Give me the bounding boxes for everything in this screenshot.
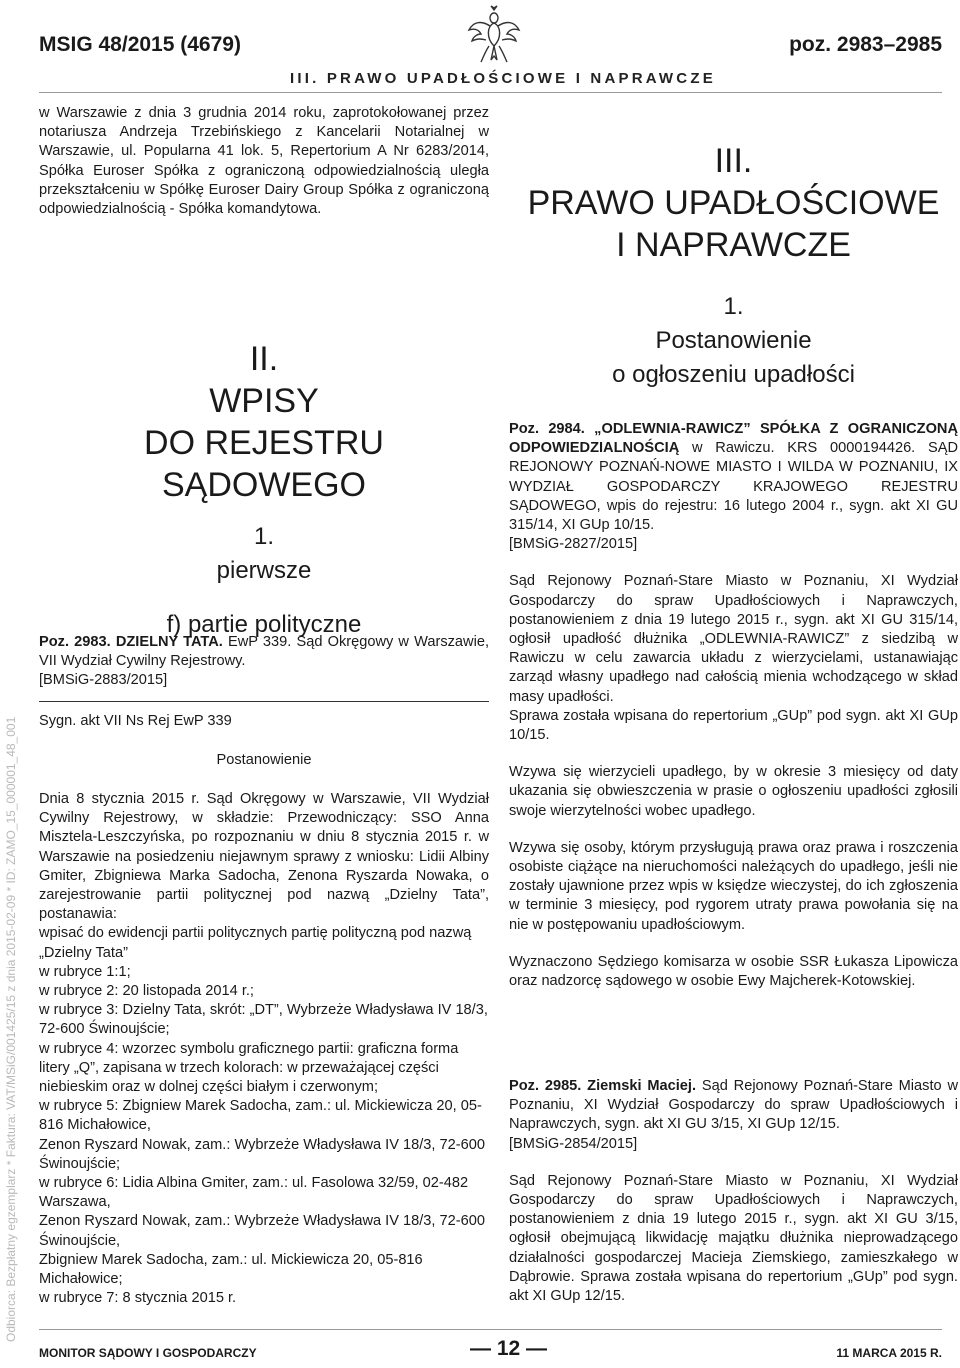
entry-2985-decision: Sąd Rejonowy Poznań-Stare Miasto w Poznaniu, XI Wydział Gospodarczy do spraw Upadłościowych i Naprawczych, postanowieniem z dnia 19 lutego 2015 r., sygn. akt XI GU 3/15, ogłosił obejmującą likwidację majątku dłużnika nieprowadzącego działalności gospodarczej Macieja Ziemskiego, zamieszkałego w Dąbrowie. Sprawa została wpisana do repertorium „GUp” pod sygn. akt XI GUp 12/15. — [509, 1172, 958, 1305]
entry-2984-appointment: Wyznaczono Sędziego komisarza w osobie SSR Łukasza Lipowicza oraz nadzorcę sądowego w osobie Ewy Majcherek-Kotowskiej. — [509, 953, 958, 990]
entry-2984-creditors-call: Wzywa się wierzycieli upadłego, by w okresie 3 miesięcy od daty ukazania się obwieszczenia w prasie o ogłoszeniu upadłości zgłosili swoje wierzytelności wobec upadłego. — [509, 764, 958, 819]
entry-2984-court: w Rawiczu. KRS 0000194426. SĄD REJONOWY POZNAŃ-NOWE MIASTO I WILDA W POZNANIU, IX WYDZIAŁ GOSPODARCZY KRAJOWEGO REJESTRU SĄDOWEGO, wpis do rejestru: 16 lutego 2004 r., sygn. akt XI GU 315/14, XI GUp 10/15. — [509, 440, 958, 534]
registry-item: Zenon Ryszard Nowak, zam.: Wybrzeże Władysława IV 18/3, 72-600 Świnoujście; — [39, 1136, 485, 1172]
subsection-title: pierwsze — [216, 557, 312, 584]
registry-item: w rubryce 1:1; — [39, 963, 131, 980]
registry-item: w rubryce 2: 20 listopada 2014 r.; — [39, 983, 254, 1000]
right-section — [509, 140, 958, 390]
section-title-line-1: WPISY — [209, 382, 319, 420]
entry-2985 — [509, 1077, 958, 1306]
subsection-number: 1. — [723, 293, 744, 320]
section-title-line-1: PRAWO UPADŁOŚCIOWE — [527, 184, 940, 222]
section-title-line-2: I NAPRAWCZE — [616, 226, 851, 264]
entry-2984-decision: Sąd Rejonowy Poznań-Stare Miasto w Poznaniu, XI Wydział Gospodarczy do spraw Upadłościowych i Naprawczych, postanowieniem z dnia 19 lutego 2015 r., sygn. akt XI GU 315/14, ogłosił upadłość dłużnika „ODLEWNIA-RAWICZ” z siedzibą w Rawiczu w celu zawarcia układu z wierzycielami, ustanawiając zarząd własny upadłego nad całością mienia wchodzącego w skład masy upadłości. — [509, 573, 958, 705]
entry-2984-pos: Poz. 2984. — [509, 421, 585, 437]
registry-list — [39, 924, 489, 1308]
decision-body: Dnia 8 stycznia 2015 r. Sąd Okręgowy w Warszawie, VII Wydział Cywilny Rejestrowy, w składzie: Przewodniczący: SSO Anna Misztela-Leszczyńska, po rozpoznaniu w dniu 8 stycznia 2015 r. w Warszawie na posiedzeniu niejawnym sprawy z wniosku: Lidii Albiny Gmiter, Zbigniewa Marka Sadocha, Zenona Ryszarda Nowaka, o zarejestrowanie partii politycznej pod nazwą „Dzielny Tata”, postanawia: — [39, 791, 489, 923]
registry-item: w rubryce 7: 8 stycznia 2015 r. — [39, 1290, 237, 1307]
issue-number: MSIG 48/2015 (4679) — [39, 33, 241, 56]
publication-date: 11 MARCA 2015 R. — [836, 1346, 942, 1360]
registry-item: w rubryce 3: Dzielny Tata, skrót: „DT”, Wybrzeże Władysława IV 18/3, 72-600 Świnoujście; — [39, 1002, 488, 1038]
entry-2984-rights-call: Wzywa się osoby, którym przysługują prawa oraz prawa i roszczenia osobiste ciążące na nieruchomości należących do upadłego, jeśli nie zostały ujawnione przez wpis w księdze wieczystej, do ich zgłoszenia w terminie 3 miesięcy, pod rygorem utraty prawa powołania się na nie w postępowaniu upadłościowym. — [509, 839, 958, 933]
section-title-line-2: DO REJESTRU SĄDOWEGO — [144, 424, 384, 504]
entry-divider — [39, 701, 489, 702]
positions-range: poz. 2983–2985 — [789, 33, 942, 56]
subsubsection-title: f) partie polityczne — [166, 611, 362, 638]
entry-2985-court: Sąd Rejonowy Poznań-Stare Miasto w Poznaniu, XI Wydział Gospodarczy do spraw Upadłościowych i Naprawczych, sygn. akt XI GU 3/15, XI GUp 12/15. — [509, 1078, 958, 1133]
entry-2983-ref: [BMSiG-2883/2015] — [39, 672, 168, 689]
entry-2983-lead: Poz. 2983. DZIELNY TATA. — [39, 634, 223, 650]
registry-item: w rubryce 5: Zbigniew Marek Sadocha, zam.: ul. Mickiewicza 20, 05-816 Michałowice, — [39, 1098, 482, 1134]
left-column — [39, 104, 489, 219]
decision-heading: Postanowienie — [216, 751, 312, 768]
entry-2984-debtor: „ODLEWNIA-RAWICZ” SPÓŁKA Z OGRANICZONĄ ODPOWIEDZIALNOŚCIĄ — [509, 421, 959, 457]
eagle-emblem-icon — [467, 4, 521, 66]
header-rule — [39, 92, 942, 93]
registry-item: w rubryce 4: wzorzec symbolu graficznego partii: graficzna forma litery „Q”, zapisana w trzech kolorach: w przeważającej części niebieskim oraz w dolnej części białym i czerwonym; — [39, 1040, 459, 1096]
watermark-text: Odbiorca: Bezpłatny egzemplarz * Faktura: VAT/MSiG/001425/15 z dnia 2015-02-09 * ID: ZAMO_15_000001_48_001 — [4, 716, 18, 1342]
footer-rule — [39, 1329, 942, 1330]
registry-item: wpisać do ewidencji partii politycznych partię polityczną pod nazwą „Dzielny Tata” — [39, 925, 472, 961]
subsection-title-line-2: o ogłoszeniu upadłości — [612, 361, 855, 388]
entry-2984 — [509, 420, 958, 991]
intro-paragraph: w Warszawie z dnia 3 grudnia 2014 roku, zaprotokołowanej przez notariusza Andrzeja Trzebińskiego z Kancelarii Notarialnej w Warszawie, ul. Popularna 41 lok. 5, Repertorium A Nr 6283/2014, Spółka Euroser Spółka z ograniczoną odpowiedzialnością uległa przekształceniu w Spółkę Euroser Dairy Group Spółka z ograniczoną odpowiedzialnością - Spółka komandytowa. — [39, 105, 489, 218]
entry-2984-repertory: Sprawa została wpisana do repertorium „GUp” pod sygn. akt XI GUp 10/15. — [509, 707, 958, 744]
page-number: — 12 — — [470, 1337, 548, 1360]
section-band: III. PRAWO UPADŁOŚCIOWE I NAPRAWCZE — [290, 70, 716, 87]
section-number: III. — [714, 142, 753, 180]
entry-2983 — [39, 633, 489, 1309]
registry-item: w rubryce 6: Lidia Albina Gmiter, zam.: ul. Fasolowa 32/59, 02-482 Warszawa, — [39, 1175, 469, 1211]
registry-item: Zenon Ryszard Nowak, zam.: Wybrzeże Władysława IV 18/3, 72-600 Świnoujście, — [39, 1213, 485, 1249]
publication-name: MONITOR SĄDOWY I GOSPODARCZY — [39, 1346, 257, 1360]
entry-2985-lead: Poz. 2985. Ziemski Maciej. — [509, 1078, 697, 1094]
subsection-title-line-1: Postanowienie — [655, 327, 812, 354]
subsection-number: 1. — [253, 523, 274, 550]
left-section — [39, 338, 489, 640]
case-signature: Sygn. akt VII Ns Rej EwP 339 — [39, 712, 232, 729]
section-number: II. — [249, 340, 279, 378]
entry-2985-ref: [BMSiG-2854/2015] — [509, 1135, 638, 1152]
entry-2984-ref: [BMSiG-2827/2015] — [509, 536, 638, 553]
registry-item: Zbigniew Marek Sadocha, zam.: ul. Mickiewicza 20, 05-816 Michałowice; — [39, 1251, 423, 1288]
entry-2983-court: EwP 339. Sąd Okręgowy w Warszawie, VII Wydział Cywilny Rejestrowy. — [39, 634, 489, 670]
